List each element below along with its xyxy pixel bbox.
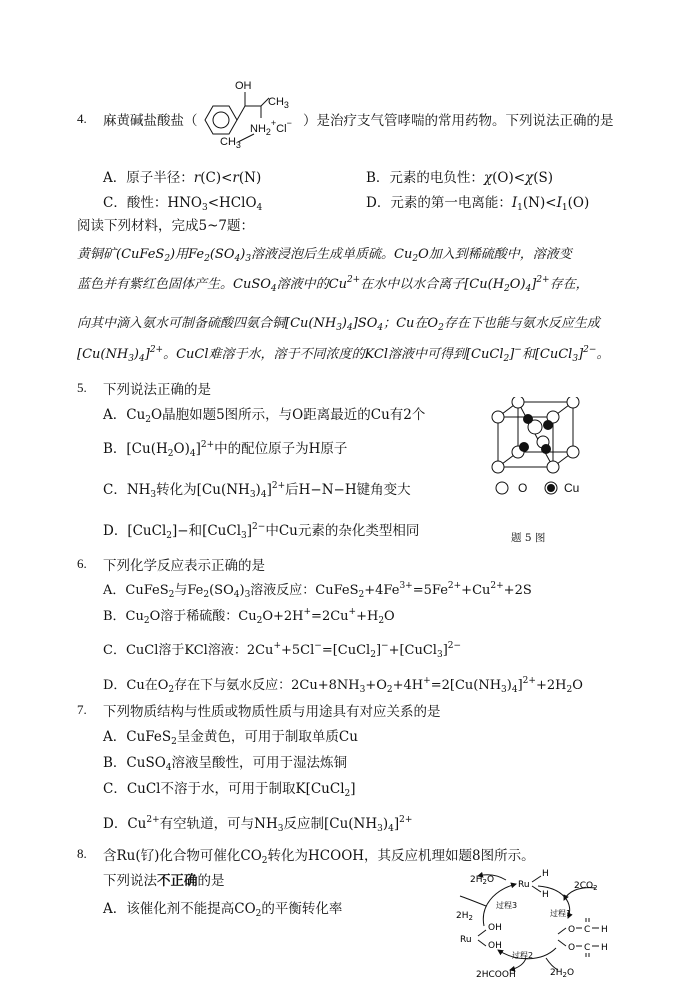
mol-nh2-label: $NH_2^+Cl^-$ — [250, 118, 292, 137]
q4-option-c[interactable]: C．酸性：$HNO_3<HClO_4$ — [103, 195, 263, 213]
q7-option-a[interactable]: A．CuFeS$_2$呈金黄色，可用于制取单质Cu — [103, 729, 358, 747]
q7-option-c[interactable]: C．CuCl不溶于水，可用于制取K[CuCl$_2$] — [103, 781, 356, 799]
diag-ru-left: Ru — [460, 935, 472, 945]
q8-number: 8. — [77, 846, 87, 861]
q7-option-b[interactable]: B．CuSO$_4$溶液呈酸性，可用于湿法炼铜 — [103, 755, 347, 773]
diag-h-2: H — [542, 890, 549, 900]
q8-stem-2: 下列说法不正确的是 — [103, 873, 225, 889]
diag-h2o-top: $2H_2O$ — [470, 875, 495, 886]
q7-stem: 下列物质结构与性质或物质性质与用途具有对应关系的是 — [103, 704, 441, 720]
q5-option-c[interactable]: C．$NH_3$转化为$[Cu(NH_3)_4]^{2+}$后H−N−H键角变大 — [103, 481, 411, 500]
diag-h-4: H — [601, 943, 608, 953]
diag-h2: $2H_2$ — [456, 911, 473, 922]
q5-option-a[interactable]: A．$Cu_2O$晶胞如题5图所示，与O距离最近的Cu有2个 — [103, 407, 426, 425]
diag-o-1: O — [568, 925, 576, 935]
passage-line-3: 向其中滴入氨水可制备硫酸四氨合铜$[Cu(NH_3)_4]SO_4$；Cu在$O_2$存在下也能与氨水反应生成 — [77, 316, 600, 333]
legend-o-icon — [494, 480, 510, 496]
q4-option-a[interactable]: A．原子半径：r(C)<r(N) — [103, 170, 262, 186]
q6-option-c[interactable]: C．CuCl溶于KCl溶液：2Cu++5Cl−=[CuCl$_2$]−+[CuCl$_3$]$^{2-}$ — [103, 641, 462, 660]
diag-c-2: C — [584, 943, 591, 953]
mol-ch3b-label: $CH_3$ — [220, 136, 241, 150]
q4-option-d[interactable]: D．元素的第一电离能：$I_1(N)<I_1(O)$ — [366, 195, 590, 213]
q8-stem: 含Ru(钌)化合物可催化$CO_2$转化为HCOOH，其反应机理如题8图所示。 — [103, 848, 535, 866]
diag-ru-top: Ru — [518, 880, 530, 890]
diag-oh-2: OH — [488, 941, 502, 951]
q8-option-a[interactable]: A．该催化剂不能提高$CO_2$的平衡转化率 — [103, 901, 343, 919]
q4-number: 4. — [77, 111, 87, 126]
legend-cu-label: Cu — [564, 481, 580, 495]
passage-line-2: 蓝色并有紫红色固体产生。CuSO$_4$溶液中的$Cu^{2+}$在水中以水合离子$[Cu(H_2O)_4]^{2+}$存在， — [77, 275, 589, 294]
diag-co2: $2CO_2$ — [574, 881, 598, 892]
passage-intro: 阅读下列材料，完成5~7题： — [77, 218, 254, 234]
diag-h2o-bottom: $2H_2O$ — [550, 968, 575, 979]
diag-c-1: C — [584, 925, 591, 935]
diag-o-2: O — [568, 943, 576, 953]
q5-stem: 下列说法正确的是 — [103, 382, 211, 398]
figure-5-caption: 题 5 图 — [511, 532, 546, 544]
diag-h-3: H — [601, 925, 608, 935]
q7-option-d[interactable]: D．$Cu^{2+}$有空轨道，可与$NH_3$反应制$[Cu(NH_3)_4]^{2+}$ — [103, 815, 413, 834]
legend-o-label: O — [518, 481, 528, 495]
q5-number: 5. — [77, 380, 87, 395]
mol-ch3-label: $CH_3$ — [268, 96, 289, 110]
mol-oh-label: OH — [235, 80, 252, 92]
diag-process-1: 过程1 — [550, 909, 572, 918]
diag-process-3: 过程3 — [496, 901, 518, 910]
diag-h-1: H — [542, 869, 549, 879]
passage-line-4: $[Cu(NH_3)_4]^{2+}$。CuCl难溶于水，溶于不同浓度的KCl溶液中可得到[CuCl$_2$]−和[CuCl$_3$]$^{2-}$。 — [77, 345, 610, 364]
legend-cu-icon — [543, 480, 559, 496]
diag-oh-1: OH — [488, 923, 502, 933]
reaction-mechanism-diagram — [446, 866, 616, 979]
passage-line-1: 黄铜矿(CuFeS$_2$)用$Fe_2(SO_4)_3$溶液浸泡后生成单质硫。$Cu_2O$加入到稀硫酸中，溶液变 — [77, 247, 572, 264]
q6-option-d[interactable]: D．Cu在$O_2$存在下与氨水反应：$2Cu+8NH_3+O_2+4H^+=2[Cu(NH_3)_4]^{2+}+2H_2O$ — [103, 676, 583, 695]
q7-number: 7. — [77, 702, 87, 717]
q5-option-d[interactable]: D．[CuCl$_2$]−和[CuCl$_3$]$^{2-}$中Cu元素的杂化类型相同 — [103, 522, 420, 541]
q4-stem-pre: 麻黄碱盐酸盐（ — [103, 113, 198, 129]
q6-option-b[interactable]: B．$Cu_2O$溶于稀硫酸：$Cu_2O+2H^+=2Cu^++H_2O$ — [103, 607, 395, 626]
diag-process-2: 过程2 — [512, 951, 534, 960]
q6-stem: 下列化学反应表示正确的是 — [103, 558, 265, 574]
q4-option-b[interactable]: B．元素的电负性：χ(O)<χ(S) — [366, 170, 554, 186]
q5-option-b[interactable]: B．$[Cu(H_2O)_4]^{2+}$中的配位原子为H原子 — [103, 440, 348, 459]
cu2o-unit-cell-figure — [488, 397, 588, 477]
diag-hcooh: 2HCOOH — [476, 970, 516, 979]
q4-stem-post: ）是治疗支气管哮喘的常用药物。下列说法正确的是 — [303, 113, 614, 129]
q6-number: 6. — [77, 556, 87, 571]
q6-option-a[interactable]: A．CuFeS$_2$与$Fe_2(SO_4)_3$溶液反应：$CuFeS_2+4Fe^{3+}=5Fe^{2+}+Cu^{2+}+2S$ — [103, 581, 532, 600]
